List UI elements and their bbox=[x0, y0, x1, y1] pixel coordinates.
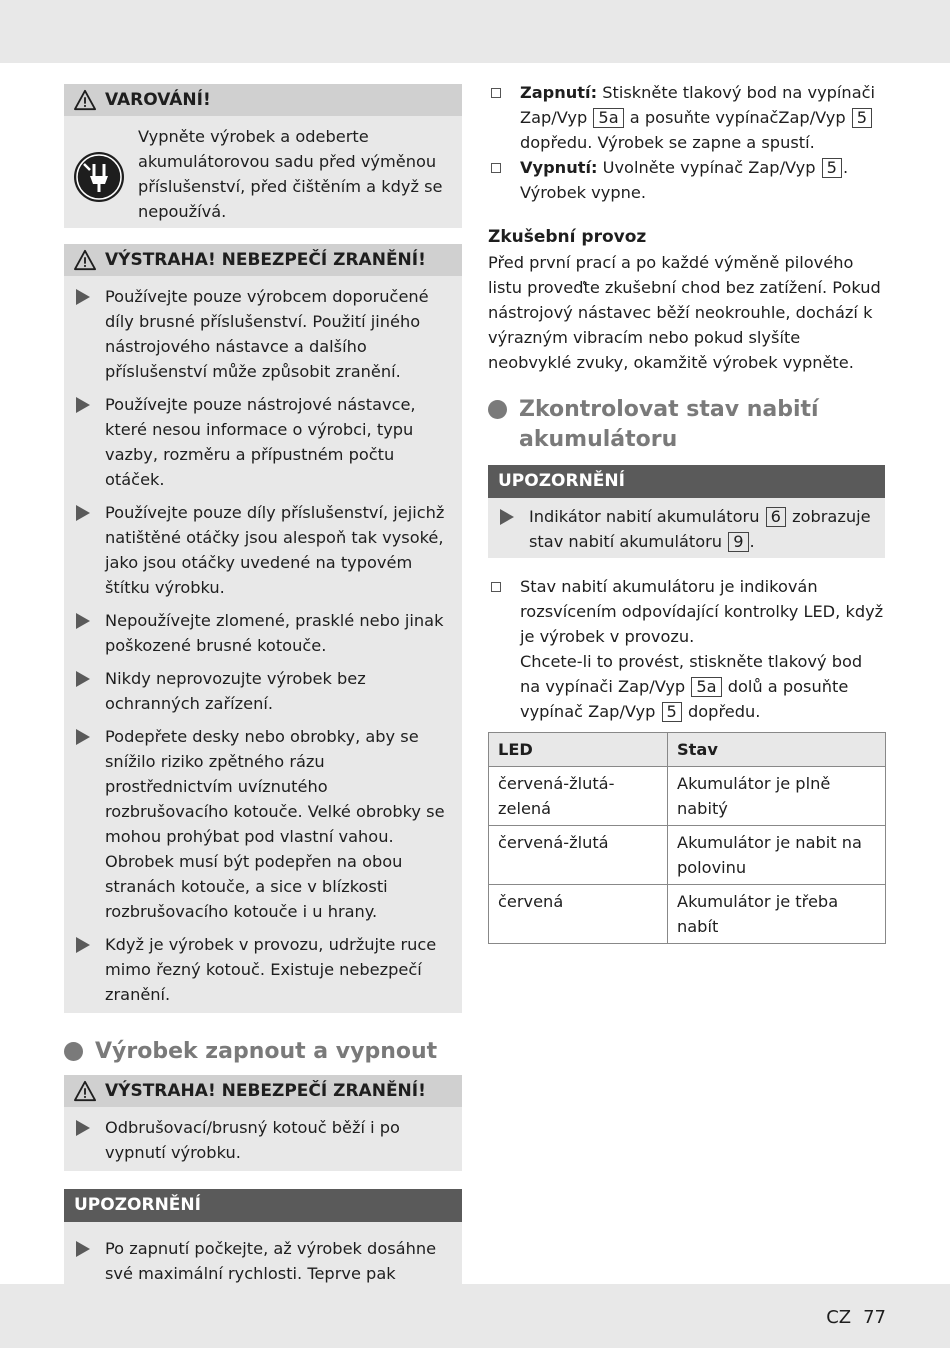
page-number-value: 77 bbox=[863, 1307, 886, 1328]
table-row bbox=[489, 767, 886, 826]
list-item: Když je výrobek v provozu, udržujte ruce mimo řezný kotouč. Existuje nebezpečí zranění. bbox=[76, 932, 454, 1007]
danger-box bbox=[64, 244, 462, 1013]
danger-list bbox=[64, 276, 462, 1013]
arrow-bullet-icon bbox=[76, 937, 90, 953]
arrow-bullet-icon bbox=[76, 671, 90, 687]
unplug-battery-icon bbox=[72, 150, 126, 204]
list-item: Vypnutí: Uvolněte vypínač Zap/Vyp 5 . Výrobek vypne. bbox=[488, 155, 885, 205]
warning-triangle-icon bbox=[74, 89, 96, 111]
left-column bbox=[64, 84, 462, 1323]
bullet-dot-icon bbox=[64, 1042, 83, 1061]
bullet-dot-icon bbox=[488, 400, 507, 419]
arrow-bullet-icon bbox=[500, 509, 514, 525]
notice-box-header: UPOZORNĚNÍ bbox=[488, 465, 885, 498]
test-run-text: Před první prací a po každé výměně pilového listu proveďte zkušební chod bez zatížení. Pokud nástrojový nástavec běží neokrouhle, dochází k výrazným vibracím nebo pokud slyšíte neobvyklé zvuky, okamžitě výrobek vypněte. bbox=[488, 253, 881, 372]
warning-box bbox=[64, 84, 462, 228]
warning-box-title: VAROVÁNÍ! bbox=[105, 90, 211, 110]
section-title: Zkontrolovat stav nabití akumulátoru bbox=[488, 395, 885, 455]
danger-box-title: VÝSTRAHA! NEBEZPEČÍ ZRANĚNÍ! bbox=[105, 250, 426, 270]
table-cell: Akumulátor je nabit na polovinu bbox=[668, 826, 886, 885]
list-item: Indikátor nabití akumulátoru 6 zobrazuje stav nabití akumulátoru 9 . bbox=[500, 504, 877, 554]
list-item: Používejte pouze nástrojové nástavce, které nesou informace o výrobci, typu vazby, rozměru a přípustném počtu otáček. bbox=[76, 392, 454, 492]
danger-box bbox=[64, 1075, 462, 1171]
part-reference: 9 bbox=[728, 532, 748, 552]
column-header: Stav bbox=[668, 733, 886, 767]
list-item: Po zapnutí počkejte, až výrobek dosáhne své maximální rychlosti. Teprve pak bbox=[76, 1236, 454, 1311]
checkbox-bullet-icon bbox=[491, 88, 501, 98]
table-row bbox=[489, 885, 886, 944]
column-header: LED bbox=[489, 733, 668, 767]
table-cell: Akumulátor je plně nabitý bbox=[668, 767, 886, 826]
warning-triangle-icon bbox=[74, 1080, 96, 1102]
part-reference: 5a bbox=[593, 108, 623, 128]
table-cell: červená bbox=[489, 885, 668, 944]
danger-box-header bbox=[64, 244, 462, 276]
part-reference: 6 bbox=[766, 507, 786, 527]
list-item: Nikdy neprovozujte výrobek bez ochranných zařízení. bbox=[76, 666, 454, 716]
led-status-table bbox=[488, 732, 886, 944]
subsection-title: Zkušební provoz bbox=[488, 227, 647, 247]
part-reference: 5 bbox=[852, 108, 872, 128]
page-footer-bar bbox=[0, 1284, 950, 1348]
right-column bbox=[488, 80, 885, 944]
list-item: Odbrušovací/brusný kotouč běží i po vypnutí výrobku. bbox=[76, 1115, 454, 1165]
switch-checklist bbox=[488, 80, 885, 205]
list-item: Zapnutí: Stiskněte tlakový bod na vypínači Zap/Vyp 5a a posuňte vypínačZap/Vyp 5 dopředu. Výrobek se zapne a spustí. bbox=[488, 80, 885, 155]
arrow-bullet-icon bbox=[76, 505, 90, 521]
section-title: Výrobek zapnout a vypnout bbox=[64, 1037, 462, 1067]
arrow-bullet-icon bbox=[76, 289, 90, 305]
arrow-bullet-icon bbox=[76, 1120, 90, 1136]
table-cell: červená-žlutá bbox=[489, 826, 668, 885]
list-item: Používejte pouze díly příslušenství, jejichž natištěné otáčky jsou alespoň tak vysoké, jako jsou otáčky uvedené na typovém štítku výrobku. bbox=[76, 500, 454, 600]
arrow-bullet-icon bbox=[76, 729, 90, 745]
table-row bbox=[489, 826, 886, 885]
danger-box-header bbox=[64, 1075, 462, 1107]
status-checklist bbox=[488, 574, 885, 724]
danger-list bbox=[64, 1107, 462, 1171]
list-item: Používejte pouze výrobcem doporučené díly brusné příslušenství. Použití jiného nástrojového nástavce a dalšího příslušenství může způsobit zranění. bbox=[76, 284, 454, 384]
warning-box-text: Vypněte výrobek a odeberte akumulátorovou sadu před výměnou příslušenství, před čištěním a když se nepoužívá. bbox=[138, 127, 443, 221]
table-cell: Akumulátor je třeba nabít bbox=[668, 885, 886, 944]
warning-box-header bbox=[64, 84, 462, 116]
page-header-bar bbox=[0, 0, 950, 63]
arrow-bullet-icon bbox=[76, 397, 90, 413]
table-header-row bbox=[489, 733, 886, 767]
part-reference: 5 bbox=[822, 158, 842, 178]
arrow-bullet-icon bbox=[76, 1241, 90, 1257]
language-code: CZ bbox=[826, 1307, 852, 1328]
notice-list bbox=[488, 498, 885, 558]
page-number bbox=[826, 1305, 886, 1330]
notice-box-header: UPOZORNĚNÍ bbox=[64, 1189, 462, 1222]
notice-box bbox=[488, 465, 885, 558]
table-cell: červená-žlutá-zelená bbox=[489, 767, 668, 826]
part-reference: 5a bbox=[691, 677, 721, 697]
warning-triangle-icon bbox=[74, 249, 96, 271]
danger-box-title: VÝSTRAHA! NEBEZPEČÍ ZRANĚNÍ! bbox=[105, 1081, 426, 1101]
checkbox-bullet-icon bbox=[491, 163, 501, 173]
checkbox-bullet-icon bbox=[491, 582, 501, 592]
arrow-bullet-icon bbox=[76, 613, 90, 629]
list-item: Nepoužívejte zlomené, prasklé nebo jinak poškozené brusné kotouče. bbox=[76, 608, 454, 658]
list-item: Stav nabití akumulátoru je indikován rozsvícením odpovídající kontrolky LED, když je výrobek v provozu. Chcete-li to provést, stiskněte tlakový bod na vypínači Zap/Vyp 5a dolů a posuňte vypínač Zap/Vyp 5 dopředu. bbox=[488, 574, 885, 724]
part-reference: 5 bbox=[662, 702, 682, 722]
list-item: Podepřete desky nebo obrobky, aby se snížilo riziko zpětného rázu prostřednictvím uvíznutého rozbrušovacího kotouče. Velké obrobky se mohou prohýbat pod vlastní vahou. Obrobek musí být podepřen na obou stranách kotouče, a sice v blízkosti rozbrušovacího kotouče i u hrany. bbox=[76, 724, 454, 924]
